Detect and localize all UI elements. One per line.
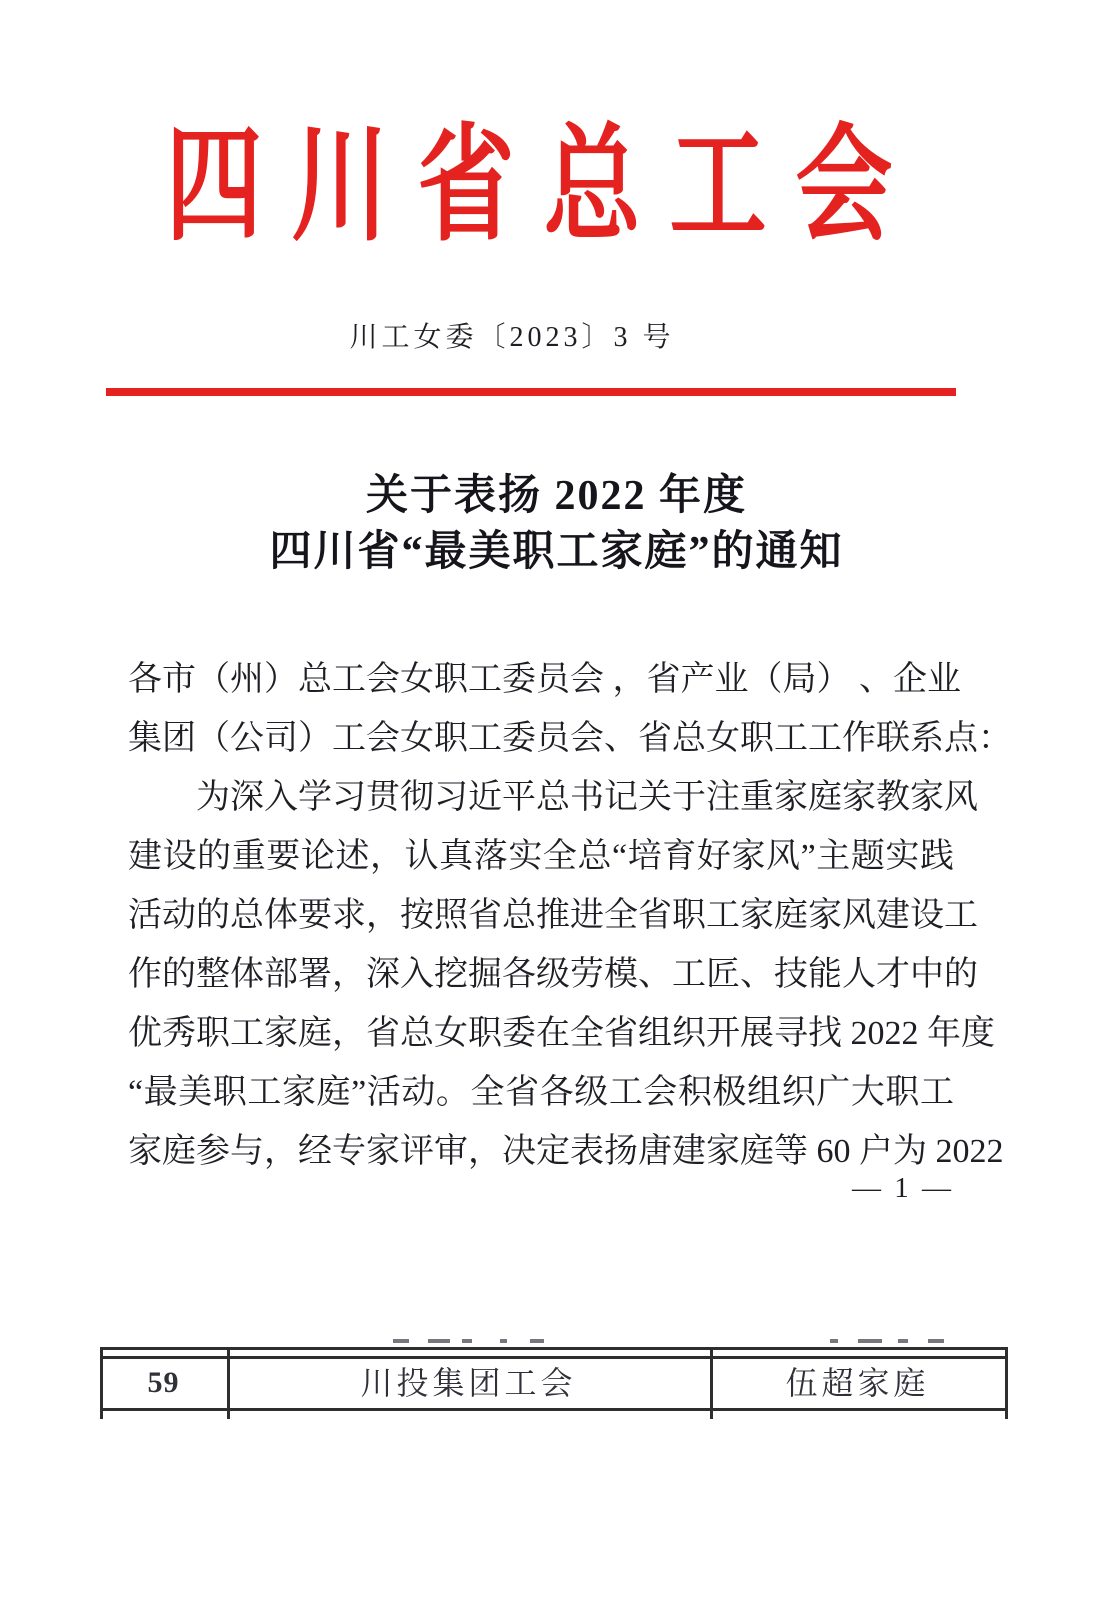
notice-title-line1: 关于表扬 2022 年度 bbox=[365, 473, 747, 519]
body-line: “最美职工家庭”活动。全省各级工会积极组织广大职工 bbox=[128, 1074, 954, 1111]
cutoff-row-remnant bbox=[898, 1339, 908, 1343]
body-line: 集团（公司）工会女职工委员会、省总女职工工作联系点： bbox=[128, 720, 1012, 757]
cutoff-row-remnant bbox=[462, 1339, 472, 1343]
doc-reference-number: 川工女委〔2023〕3 号 bbox=[349, 322, 675, 353]
red-divider-line bbox=[106, 388, 956, 396]
cutoff-row-remnant bbox=[858, 1339, 882, 1343]
table-border-right bbox=[1005, 1347, 1008, 1419]
body-line: 作的整体部署，深入挖掘各级劳模、工匠、技能人才中的 bbox=[128, 956, 978, 993]
body-line: 家庭参与，经专家评审，决定表扬唐建家庭等 60 户为 2022 bbox=[128, 1133, 1004, 1170]
cutoff-row-remnant bbox=[500, 1339, 507, 1343]
table-cell-rank: 59 bbox=[147, 1366, 180, 1399]
org-header-title: 四川省总工会 bbox=[165, 116, 922, 256]
body-text bbox=[128, 650, 1012, 1181]
body-line: 各市（州）总工会女职工委员会 ，省产业（局） 、企业 bbox=[128, 661, 961, 698]
body-line: 建设的重要论述，认真落实全总“培育好家风”主题实践 bbox=[128, 838, 954, 875]
body-line: 活动的总体要求，按照省总推进全省职工家庭家风建设工 bbox=[128, 897, 978, 934]
cutoff-row-remnant bbox=[830, 1339, 838, 1343]
body-line: 为深入学习贯彻习近平总书记关于注重家庭家教家风 bbox=[196, 779, 978, 816]
table-border-top-outer bbox=[100, 1347, 1008, 1350]
cutoff-row-remnant bbox=[393, 1339, 409, 1343]
body-line: 优秀职工家庭，省总女职委在全省组织开展寻找 2022 年度 bbox=[128, 1015, 995, 1052]
cutoff-row-remnant bbox=[928, 1339, 944, 1343]
page-number: — 1 — bbox=[852, 1172, 954, 1204]
table-border-row-bottom bbox=[100, 1408, 1008, 1411]
table-cell-organization: 川投集团工会 bbox=[360, 1365, 577, 1401]
table-cell-family: 伍超家庭 bbox=[785, 1365, 930, 1401]
cutoff-row-remnant bbox=[428, 1339, 450, 1343]
notice-title-line2: 四川省“最美职工家庭”的通知 bbox=[269, 529, 844, 575]
cutoff-row-remnant bbox=[530, 1339, 544, 1343]
